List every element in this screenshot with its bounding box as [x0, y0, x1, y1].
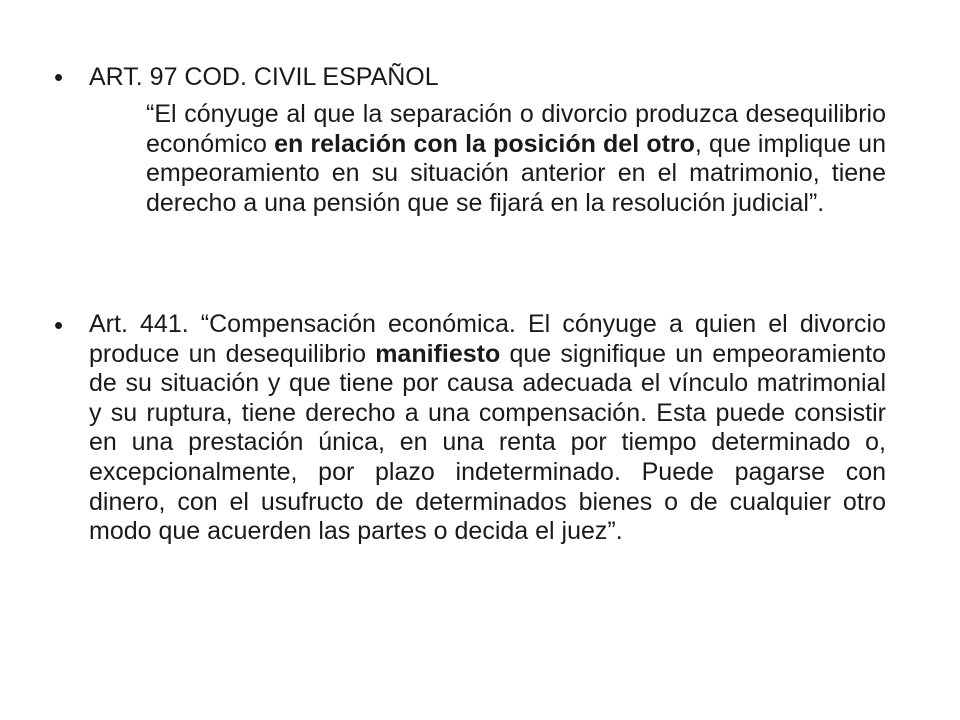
quote-text-start: “El cónyuge al que la separación o divorcio produzca desequilibrio económico — [146, 100, 886, 158]
article-heading: ART. 97 COD. CIVIL ESPAÑOL — [89, 63, 439, 91]
quote-text-end: , que implique un empeoramiento en su situación anterior en el matrimonio, tiene derecho a una pensión que se fijará en la resolución judicial”. — [146, 129, 886, 217]
article-text — [89, 310, 886, 547]
bullet-icon: • — [54, 62, 64, 92]
article-text-end: que signifique un empeoramiento de su situación y que tiene por causa adecuada el vínculo matrimonial y su ruptura, tiene derecho a una compensación. Esta puede consistir en una prestación única, en una renta por tiempo determinado o, excepcionalmente, por plazo indeterminado. Puede pagarse con dinero, con el usufructo de determinados bienes o de cualquier otro modo que acuerden las partes o decida el juez”. — [89, 339, 886, 546]
article-bold-word: manifiesto — [375, 339, 501, 368]
bullet-icon: • — [54, 310, 64, 340]
quote-bold-phrase: en relación con la posición del otro — [274, 129, 695, 158]
article-text-start: Art. 441. “Compensación económica. El cónyuge a quien el divorcio produce un desequilibrio — [89, 310, 886, 368]
article-quote — [146, 100, 886, 218]
